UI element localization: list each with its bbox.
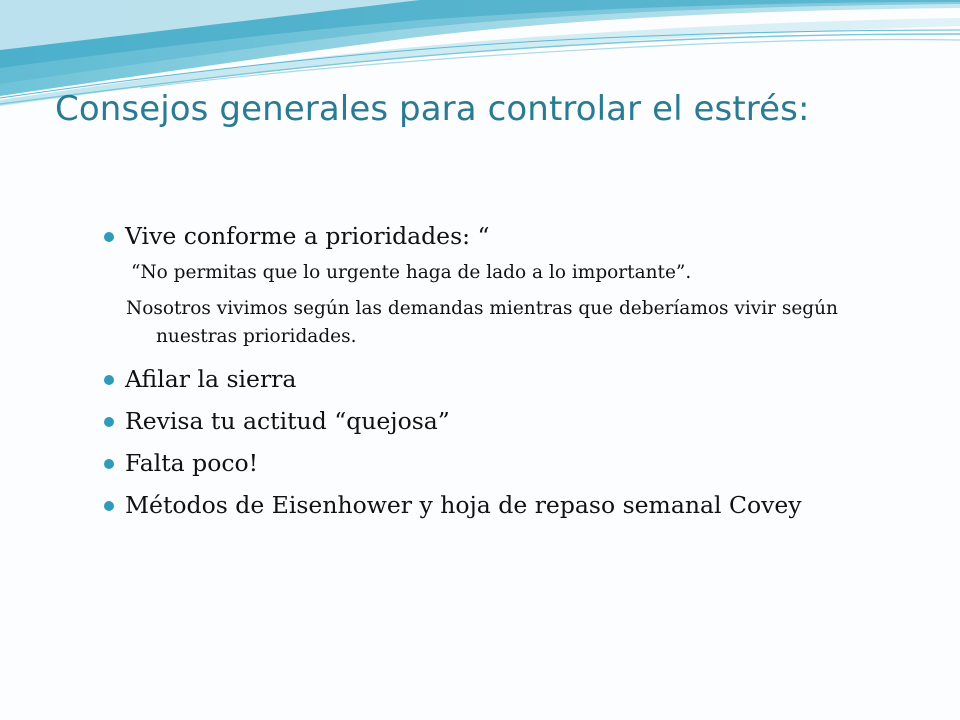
quote-text: “No permitas que lo urgente haga de lado a lo importante”. — [131, 262, 692, 283]
list-item — [104, 487, 904, 523]
bullet-icon — [104, 417, 114, 427]
list-item — [104, 445, 904, 481]
slide-title: Consejos generales para controlar el estrés: — [55, 89, 810, 129]
list-item — [104, 403, 904, 439]
list-item-label: Vive conforme a prioridades: “ — [125, 222, 490, 250]
list-item — [104, 361, 904, 397]
bullet-list — [104, 218, 904, 529]
bullet-icon — [104, 501, 114, 511]
bullet-icon — [104, 375, 114, 385]
list-item-label: Falta poco! — [125, 449, 259, 477]
list-item-label: Afilar la sierra — [125, 365, 297, 393]
note-text: Nosotros vivimos según las demandas mientras que deberíamos vivir según nuestras prioridades. — [126, 298, 838, 347]
list-item — [104, 218, 904, 254]
bullet-icon — [104, 459, 114, 469]
list-item-label: Métodos de Eisenhower y hoja de repaso semanal Covey — [125, 491, 802, 519]
bullet-icon — [104, 232, 114, 242]
list-item-label: Revisa tu actitud “quejosa” — [125, 407, 450, 435]
